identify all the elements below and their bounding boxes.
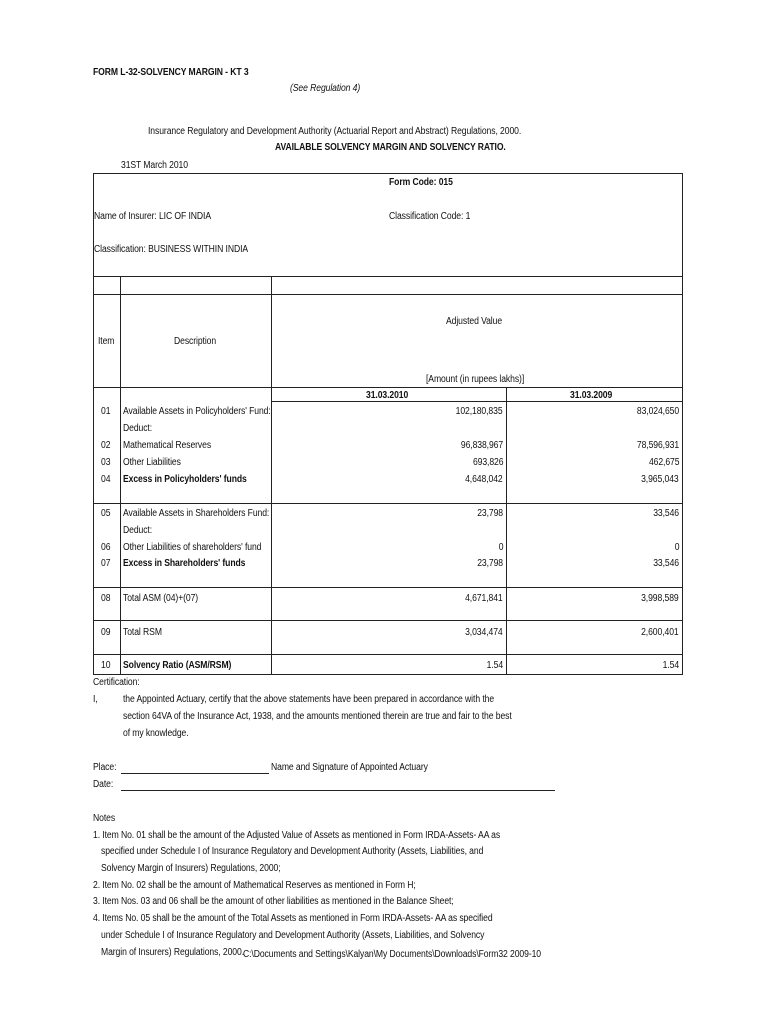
table-top-border	[93, 276, 683, 277]
row-03-value-2009: 462,675	[648, 457, 679, 468]
certification-line-3: of my knowledge.	[123, 728, 189, 739]
certification-heading: Certification:	[93, 677, 140, 688]
column-header-adjusted-value: Adjusted Value	[446, 316, 503, 327]
row-04-item: 04	[101, 474, 111, 485]
classification-code: Classification Code: 1	[389, 211, 471, 222]
note-line-7: under Schedule I of Insurance Regulatory and Development Authority (Assets, Liabilities, and Solvency	[101, 930, 485, 941]
row-02-item: 02	[101, 440, 111, 451]
table-section-rule-2	[93, 587, 683, 588]
row-10-description: Solvency Ratio (ASM/RSM)	[123, 660, 232, 671]
row-01-value-2010: 102,180,835	[456, 406, 503, 417]
row-08-value-2010: 4,671,841	[465, 593, 503, 604]
column-header-item: Item	[98, 336, 115, 347]
row-05-value-2009: 33,546	[653, 508, 679, 519]
date-line	[121, 790, 555, 791]
row-02-value-2010: 96,838,967	[460, 440, 503, 451]
column-header-description: Description	[174, 336, 217, 347]
row-09-value-2009: 2,600,401	[641, 627, 679, 638]
table-section-rule-1	[93, 503, 683, 504]
note-line-5: 3. Item Nos. 03 and 06 shall be the amount of other liabilities as mentioned in the Balance Sheet;	[93, 896, 454, 907]
row-07-value-2010: 23,798	[477, 558, 503, 569]
note-line-4: 2. Item No. 02 shall be the amount of Mathematical Reserves as mentioned in Form H;	[93, 880, 416, 891]
note-line-1: 1. Item No. 01 shall be the amount of the Adjusted Value of Assets as mentioned in Form IRDA-Assets- AA as	[93, 830, 501, 841]
place-signature-line	[121, 773, 269, 774]
row-06-description: Other Liabilities of shareholders' fund	[123, 542, 262, 553]
row-06-value-2010: 0	[498, 542, 503, 553]
report-title: AVAILABLE SOLVENCY MARGIN AND SOLVENCY RATIO.	[275, 142, 506, 153]
row-07-description: Excess in Shareholders' funds	[123, 558, 246, 569]
row-01-item: 01	[101, 406, 111, 417]
row-04-value-2009: 3,965,043	[641, 474, 679, 485]
row-05-description: Available Assets in Shareholders Fund:	[123, 508, 270, 519]
note-line-6: 4. Items No. 05 shall be the amount of the Total Assets as mentioned in Form IRDA-Assets- AA as specified	[93, 913, 493, 924]
row-04-description: Excess in Policyholders' funds	[123, 474, 247, 485]
note-line-2: specified under Schedule I of Insurance Regulatory and Development Authority (Assets, Liabilities, and	[101, 846, 484, 857]
column-header-period-2010: 31.03.2010	[366, 390, 409, 401]
row-deduct-1-description: Deduct:	[123, 423, 153, 434]
insurer-name: Name of Insurer: LIC OF INDIA	[94, 211, 211, 222]
row-09-value-2010: 3,034,474	[465, 627, 503, 638]
row-03-item: 03	[101, 457, 111, 468]
note-line-3: Solvency Margin of Insurers) Regulations, 2000;	[101, 863, 281, 874]
row-07-value-2009: 33,546	[653, 558, 679, 569]
row-08-value-2009: 3,998,589	[641, 593, 679, 604]
regulation-full-title: Insurance Regulatory and Development Authority (Actuarial Report and Abstract) Regulations, 2000.	[148, 126, 522, 137]
column-header-period-2009: 31.03.2009	[570, 390, 613, 401]
row-09-item: 09	[101, 627, 111, 638]
row-08-item: 08	[101, 593, 111, 604]
row-02-value-2009: 78,596,931	[636, 440, 679, 451]
row-deduct-2-description: Deduct:	[123, 525, 153, 536]
table-period-col-border	[506, 387, 507, 675]
row-03-description: Other Liabilities	[123, 457, 181, 468]
form-code: Form Code: 015	[389, 177, 453, 188]
certification-line-1: the Appointed Actuary, certify that the above statements have been prepared in accordance with the	[123, 694, 495, 705]
file-path-footer: C:\Documents and Settings\Kalyan\My Documents\Downloads\Form32 2009-10	[243, 949, 542, 960]
table-section-rule-4	[93, 654, 683, 655]
row-05-value-2010: 23,798	[477, 508, 503, 519]
table-period-rule	[93, 387, 683, 388]
table-item-col-border	[120, 276, 121, 675]
table-section-rule-3	[93, 620, 683, 621]
row-02-description: Mathematical Reserves	[123, 440, 212, 451]
row-01-description: Available Assets in Policyholders' Fund:	[123, 406, 271, 417]
table-period-underline	[271, 401, 683, 402]
note-line-8: Margin of Insurers) Regulations, 2000.	[101, 947, 245, 958]
row-06-value-2009: 0	[674, 542, 679, 553]
row-10-value-2009: 1.54	[662, 660, 679, 671]
as-of-date: 31ST March 2010	[121, 160, 188, 171]
certification-line-2: section 64VA of the Insurance Act, 1938, and the amounts mentioned therein are true and fair to the best	[123, 711, 512, 722]
date-label: Date:	[93, 779, 114, 790]
row-09-description: Total RSM	[123, 627, 162, 638]
classification: Classification: BUSINESS WITHIN INDIA	[94, 244, 249, 255]
regulation-reference: (See Regulation 4)	[290, 83, 361, 94]
form-title: FORM L-32-SOLVENCY MARGIN - KT 3	[93, 67, 249, 78]
certification-pronoun: I,	[93, 694, 98, 705]
row-06-item: 06	[101, 542, 111, 553]
row-03-value-2010: 693,826	[472, 457, 503, 468]
row-05-item: 05	[101, 508, 111, 519]
row-07-item: 07	[101, 558, 111, 569]
row-10-value-2010: 1.54	[486, 660, 503, 671]
column-header-amount-unit: [Amount (in rupees lakhs)]	[426, 374, 525, 385]
notes-heading: Notes	[93, 813, 116, 824]
row-10-item: 10	[101, 660, 111, 671]
table-header-rule	[93, 294, 683, 295]
row-01-value-2009: 83,024,650	[636, 406, 679, 417]
signature-label: Name and Signature of Appointed Actuary	[271, 762, 428, 773]
place-label: Place:	[93, 762, 117, 773]
row-08-description: Total ASM (04)+(07)	[123, 593, 199, 604]
table-desc-col-border	[271, 276, 272, 675]
row-04-value-2010: 4,648,042	[465, 474, 503, 485]
